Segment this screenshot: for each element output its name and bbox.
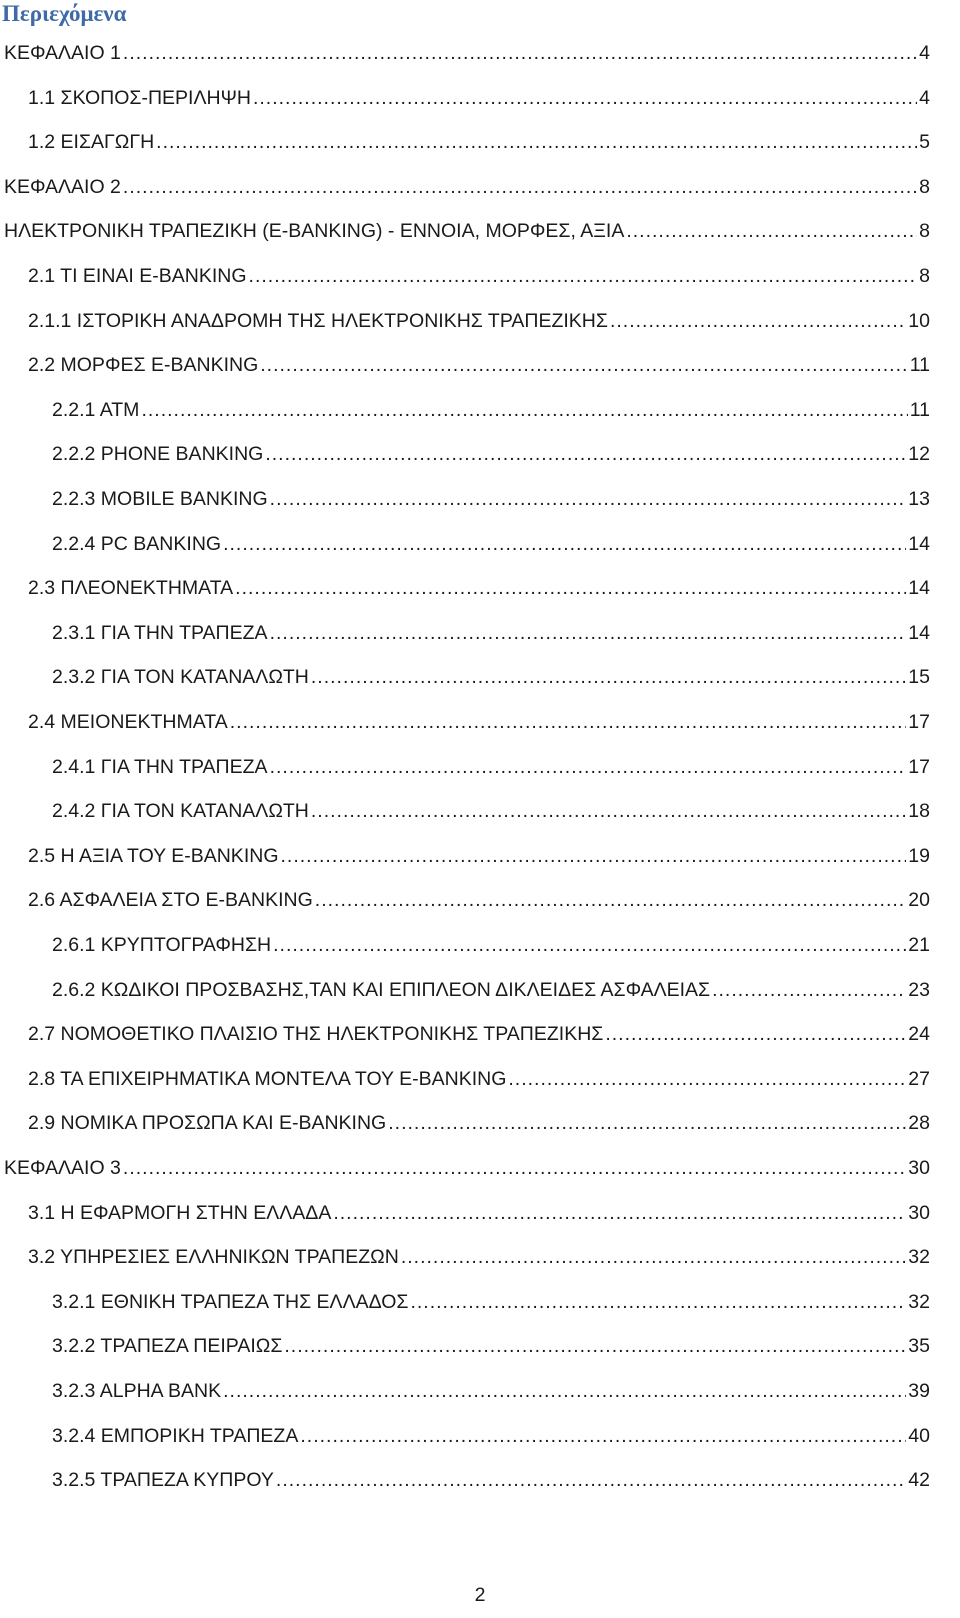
toc-entry-label: 2.6.2 ΚΩΔΙΚΟΙ ΠΡΟΣΒΑΣΗΣ,TAN ΚΑΙ ΕΠΙΠΛΕΟΝ ΔΙΚΛΕΙΔΕΣ ΑΣΦΑΛΕΙΑΣ [52,979,711,1001]
toc-entry-label: 3.2.1 ΕΘΝΙΚΗ ΤΡΑΠΕΖΑ ΤΗΣ ΕΛΛΑΔΟΣ [52,1291,409,1313]
toc-entry-page: 32 [908,1246,930,1268]
toc-entry-page: 10 [908,310,930,332]
toc-entry-page: 17 [908,711,930,733]
toc-entry-label: 3.2 ΥΠΗΡΕΣΙΕΣ ΕΛΛΗΝΙΚΩΝ ΤΡΑΠΕΖΩΝ [28,1246,399,1268]
toc-entry-label: 2.4 ΜΕΙΟΝΕΚΤΗΜΑΤΑ [28,711,228,733]
dot-leader [156,129,917,155]
toc-entry[interactable] [52,1374,930,1404]
dot-leader [626,218,917,244]
toc-entry[interactable] [52,527,930,557]
dot-leader [123,1155,906,1181]
toc-entry-page: 30 [908,1157,930,1179]
dot-leader [270,620,907,646]
dot-leader [610,308,906,334]
toc-entry[interactable] [28,839,930,869]
toc-entry-label: 2.6 ΑΣΦΑΛΕΙΑ ΣΤΟ E-BANKING [28,889,313,911]
dot-leader [253,85,917,111]
toc-entry-page: 28 [908,1112,930,1134]
toc-entry-page: 27 [908,1068,930,1090]
toc-entry-page: 18 [908,800,930,822]
dot-leader [276,1467,906,1493]
toc-entry-page: 30 [908,1202,930,1224]
dot-leader [270,486,907,512]
toc-entry-label: 2.1 ΤΙ ΕΙΝΑΙ E-BANKING [28,265,247,287]
toc-entry-page: 35 [908,1335,930,1357]
toc-entry-page: 11 [909,399,930,421]
toc-entry-label: 2.2.1 ATM [52,399,140,421]
toc-entry-page: 15 [908,666,930,688]
toc-entry[interactable] [52,437,930,467]
toc-entry-label: 2.2.2 PHONE BANKING [52,443,264,465]
toc-entry-page: 4 [919,42,930,64]
toc-entry-page: 21 [908,934,930,956]
toc-entry[interactable] [4,214,930,244]
toc-entry[interactable] [52,1285,930,1315]
dot-leader [508,1066,906,1092]
dot-leader [388,1110,906,1136]
toc-entry[interactable] [52,928,930,958]
dot-leader [265,441,906,467]
dot-leader [712,977,906,1003]
toc-entry[interactable] [28,1240,930,1270]
dot-leader [223,531,906,557]
toc-entry[interactable] [28,259,930,289]
toc-entry-label: 3.2.2 ΤΡΑΠΕΖΑ ΠΕΙΡΑΙΩΣ [52,1335,283,1357]
toc-entry-page: 8 [919,265,930,287]
toc-entry[interactable] [28,81,930,111]
dot-leader [249,263,918,289]
toc-entry[interactable] [28,1196,930,1226]
page-number: 2 [474,1584,486,1606]
dot-leader [123,40,917,66]
toc-entry-label: 2.3.2 ΓΙΑ ΤΟΝ ΚΑΤΑΝΑΛΩΤΗ [52,666,309,688]
toc-entry-page: 11 [909,354,930,376]
toc-entry-label: 2.2.3 MOBILE BANKING [52,488,268,510]
toc-entry-page: 14 [908,622,930,644]
toc-entry-label: 2.4.1 ΓΙΑ ΤΗΝ ΤΡΑΠΕΖΑ [52,756,268,778]
toc-entry-label: 2.3 ΠΛΕΟΝΕΚΤΗΜΑΤΑ [28,577,234,599]
toc-entry-label: 2.2.4 PC BANKING [52,533,222,555]
toc-entry[interactable] [52,1329,930,1359]
toc-entry-page: 24 [908,1023,930,1045]
toc-entry-page: 4 [919,87,930,109]
toc-entry[interactable] [28,304,930,334]
toc-entry-label: 2.5 Η ΑΞΙΑ ΤΟΥ E-BANKING [28,845,279,867]
toc-entry-page: 8 [919,220,930,242]
dot-leader [270,754,907,780]
toc-entry-page: 20 [908,889,930,911]
toc-entry[interactable] [28,883,930,913]
toc-entry[interactable] [28,571,930,601]
toc-entry[interactable] [52,1463,930,1493]
dot-leader [410,1289,906,1315]
toc-entry-label: 3.2.4 ΕΜΠΟΡΙΚΗ ΤΡΑΠΕΖΑ [52,1425,299,1447]
toc-entry[interactable] [28,1106,930,1136]
toc-entry-page: 14 [908,533,930,555]
toc-entry[interactable] [52,973,930,1003]
toc-entry-page: 5 [919,131,930,153]
toc-entry-page: 12 [908,443,930,465]
toc-entry-label: 2.9 ΝΟΜΙΚΑ ΠΡΟΣΩΠΑ ΚΑΙ E-BANKING [28,1112,387,1134]
toc-entry[interactable] [28,348,930,378]
toc-entry-page: 40 [908,1425,930,1447]
dot-leader [300,1423,906,1449]
toc-heading: Περιεχόμενα [2,1,127,26]
toc-entry-label: ΗΛΕΚΤΡΟΝΙΚΗ ΤΡΑΠΕΖΙΚΗ (E-BANKING) - ΕΝΝΟΙΑ, ΜΟΡΦΕΣ, ΑΞΙΑ [4,220,625,242]
toc-entry-page: 42 [908,1469,930,1491]
toc-entry[interactable] [4,1151,930,1181]
toc-entry-label: 2.7 ΝΟΜΟΘΕΤΙΚΟ ΠΛΑΙΣΙΟ ΤΗΣ ΗΛΕΚΤΡΟΝΙΚΗΣ ΤΡΑΠΕΖΙΚΗΣ [28,1023,604,1045]
dot-leader [333,1200,906,1226]
toc-entry-label: 2.3.1 ΓΙΑ ΤΗΝ ΤΡΑΠΕΖΑ [52,622,268,644]
dot-leader [260,352,908,378]
toc-entry-page: 23 [908,979,930,1001]
toc-entry[interactable] [28,1017,930,1047]
toc-entry[interactable] [52,1419,930,1449]
dot-leader [235,575,906,601]
toc-entry-label: 3.2.5 ΤΡΑΠΕΖΑ ΚΥΠΡΟΥ [52,1469,274,1491]
toc-entry-page: 13 [908,488,930,510]
dot-leader [141,397,907,423]
toc-entry[interactable] [4,36,930,66]
dot-leader [273,932,906,958]
dot-leader [311,664,906,690]
dot-leader [311,798,906,824]
toc-entry[interactable] [52,660,930,690]
toc-entry[interactable] [4,170,930,200]
dot-leader [284,1333,906,1359]
toc-entry-label: 1.1 ΣΚΟΠΟΣ-ΠΕΡΙΛΗΨΗ [28,87,251,109]
toc-entry[interactable] [52,482,930,512]
toc-entry[interactable] [28,705,930,735]
toc-entry-page: 19 [908,845,930,867]
dot-leader [223,1378,906,1404]
toc-entry[interactable] [52,616,930,646]
toc-entry-label: 2.6.1 ΚΡΥΠΤΟΓΡΑΦΗΣΗ [52,934,272,956]
toc-entry-label: ΚΕΦΑΛΑΙΟ 3 [4,1157,121,1179]
toc-entry-label: 2.1.1 ΙΣΤΟΡΙΚΗ ΑΝΑΔΡΟΜΗ ΤΗΣ ΗΛΕΚΤΡΟΝΙΚΗΣ ΤΡΑΠΕΖΙΚΗΣ [28,310,608,332]
toc-entry-page: 39 [908,1380,930,1402]
toc-entry-page: 32 [908,1291,930,1313]
toc-entry[interactable] [28,125,930,155]
dot-leader [230,709,907,735]
toc-entry[interactable] [28,1062,930,1092]
toc-entry-page: 8 [919,176,930,198]
toc-entry-label: ΚΕΦΑΛΑΙΟ 1 [4,42,121,64]
toc-entry-label: 1.2 ΕΙΣΑΓΩΓΗ [28,131,155,153]
toc-entry-label: 2.4.2 ΓΙΑ ΤΟΝ ΚΑΤΑΝΑΛΩΤΗ [52,800,309,822]
toc-entry-label: 3.1 Η ΕΦΑΡΜΟΓΗ ΣΤΗΝ ΕΛΛΑΔΑ [28,1202,332,1224]
toc-entry[interactable] [52,794,930,824]
toc-entry-label: 2.8 ΤΑ ΕΠΙΧΕΙΡΗΜΑΤΙΚΑ ΜΟΝΤΕΛΑ ΤΟΥ E-BANKING [28,1068,507,1090]
dot-leader [280,843,906,869]
dot-leader [123,174,917,200]
dot-leader [605,1021,906,1047]
dot-leader [315,887,907,913]
toc-entry-label: 3.2.3 ALPHA BANK [52,1380,222,1402]
toc-entry-page: 17 [908,756,930,778]
dot-leader [401,1244,906,1270]
toc-entry[interactable] [52,750,930,780]
toc-entry-label: ΚΕΦΑΛΑΙΟ 2 [4,176,121,198]
toc-entry-page: 14 [908,577,930,599]
toc-entry[interactable] [52,393,930,423]
toc-entry-label: 2.2 ΜΟΡΦΕΣ E-BANKING [28,354,259,376]
